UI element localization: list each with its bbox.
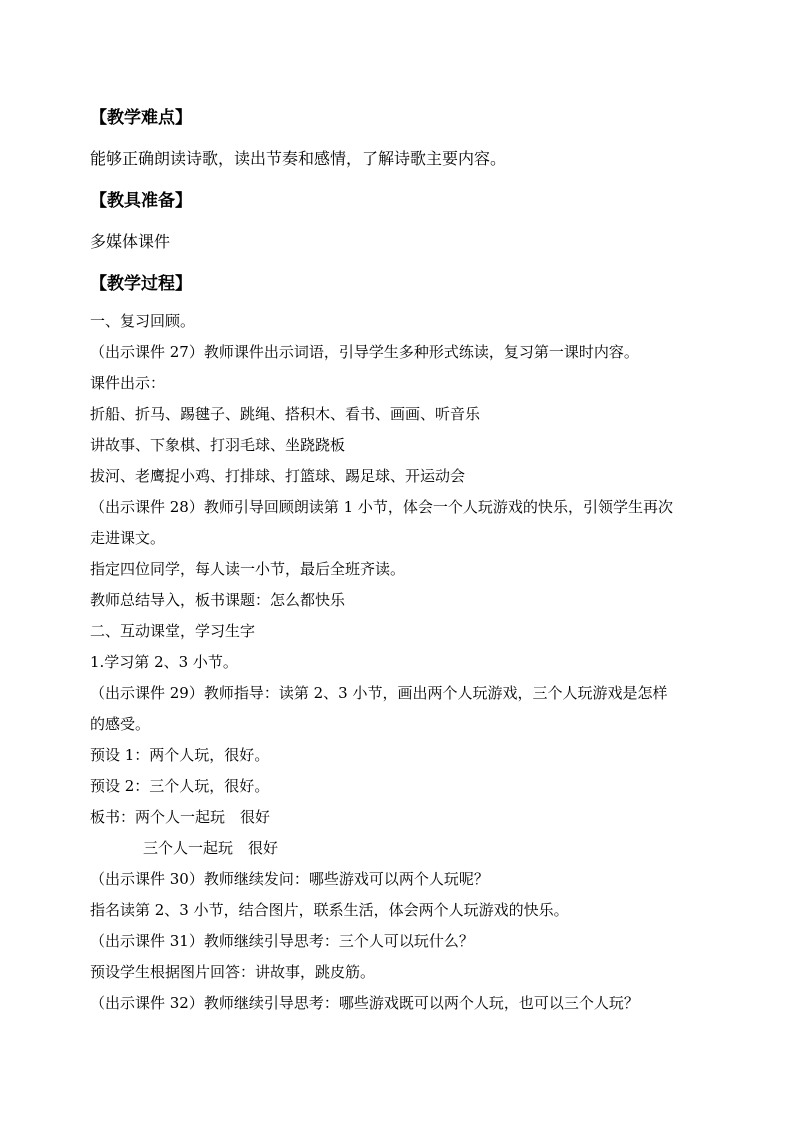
body-line: 指名读第 2、3 小节，结合图片，联系生活，体会两个人玩游戏的快乐。: [90, 901, 569, 919]
body-line: （出示课件 30）教师继续发问：哪些游戏可以两个人玩呢？: [90, 870, 489, 888]
body-line: 课件出示：: [90, 374, 166, 392]
section-heading-difficulty: 【教学难点】: [90, 108, 192, 128]
body-line: 讲故事、下象棋、打羽毛球、坐跷跷板: [90, 436, 346, 454]
body-line: 指定四位同学，每人读一小节，最后全班齐读。: [90, 560, 406, 578]
body-line: （出示课件 32）教师继续引导思考：哪些游戏既可以两个人玩，也可以三个人玩？: [90, 994, 639, 1012]
paragraph-difficulty: 能够正确朗读诗歌，读出节奏和感情，了解诗歌主要内容。: [90, 149, 507, 168]
body-line: 拔河、老鹰捉小鸡、打排球、打篮球、踢足球、开运动会: [90, 467, 466, 485]
section-heading-process: 【教学过程】: [90, 274, 192, 294]
body-line-indented: 三个人一起玩 很好: [143, 839, 279, 857]
body-line: （出示课件 28）教师引导回顾朗读第 1 小节，体会一个人玩游戏的快乐，引领学生再次: [90, 498, 673, 516]
body-line: 板书：两个人一起玩 很好: [90, 808, 271, 826]
body-line: （出示课件 27）教师课件出示词语，引导学生多种形式练读，复习第一课时内容。: [90, 343, 639, 361]
body-line: （出示课件 31）教师继续引导思考：三个人可以玩什么？: [90, 932, 474, 950]
body-line: 1.学习第 2、3 小节。: [90, 653, 238, 671]
body-line: 二、互动课堂，学习生字: [90, 622, 256, 640]
body-line: 预设 2：三个人玩，很好。: [90, 777, 270, 795]
paragraph-materials: 多媒体课件: [90, 232, 171, 251]
body-line: 预设学生根据图片回答：讲故事，跳皮筋。: [90, 963, 376, 981]
body-line: 折船、折马、踢毽子、跳绳、搭积木、看书、画画、听音乐: [90, 405, 481, 423]
body-line: 一、复习回顾。: [90, 312, 196, 330]
body-line: 走进课文。: [90, 529, 166, 547]
body-line: 预设 1：两个人玩，很好。: [90, 746, 270, 764]
body-line: 的感受。: [90, 715, 151, 733]
body-line: 教师总结导入，板书课题：怎么都快乐: [90, 591, 346, 609]
section-heading-materials: 【教具准备】: [90, 191, 192, 211]
body-line: （出示课件 29）教师指导：读第 2、3 小节，画出两个人玩游戏，三个人玩游戏是怎样: [90, 684, 668, 702]
